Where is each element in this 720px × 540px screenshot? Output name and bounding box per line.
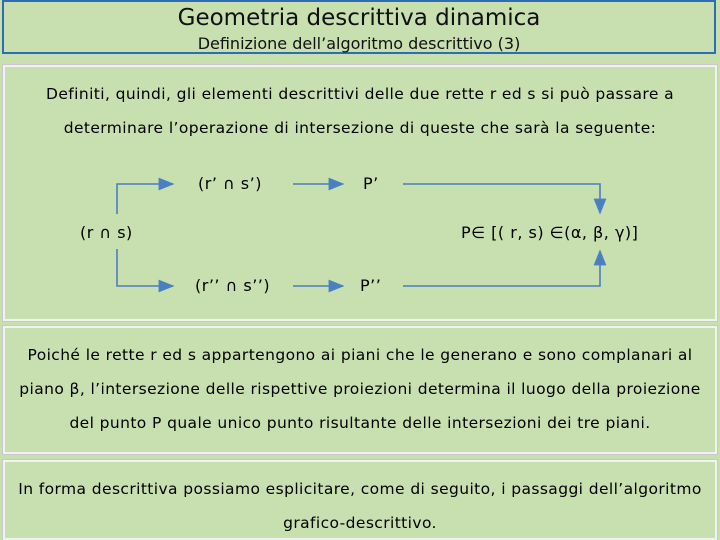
middle-line-3: del punto P quale unico punto risultante delle intersezioni dei tre piani. bbox=[69, 414, 651, 432]
result-label: P∈ [( r, s) ∈(α, β, γ)] bbox=[461, 223, 639, 242]
bottom-line-2: grafico-descrittivo. bbox=[283, 514, 437, 532]
bottom-box bbox=[3, 460, 717, 540]
bottom-line-1: In forma descrittiva possiamo esplicitare, come di seguito, i passaggi dell’algoritmo bbox=[18, 480, 702, 498]
bottom-text bbox=[5, 472, 715, 540]
top-intersection-label: (r’ ∩ s’) bbox=[198, 174, 262, 193]
arrow-root-to-bottom bbox=[117, 249, 173, 286]
root-intersection-label: (r ∩ s) bbox=[80, 223, 133, 242]
header bbox=[2, 0, 716, 54]
middle-text bbox=[5, 338, 715, 440]
intro-box bbox=[3, 65, 717, 321]
page-title: Geometria descrittiva dinamica bbox=[177, 5, 541, 31]
middle-box bbox=[3, 326, 717, 454]
point-p2-label: P’’ bbox=[360, 276, 382, 295]
middle-line-2: piano β, l’intersezione delle rispettive proiezioni determina il luogo della proiezione bbox=[19, 380, 701, 398]
arrow-p2-to-result bbox=[403, 251, 600, 286]
page-subtitle: Definizione dell’algoritmo descrittivo (3) bbox=[197, 34, 521, 53]
intro-line-1: Definiti, quindi, gli elementi descrittivi delle due rette r ed s si può passare a bbox=[46, 85, 674, 103]
bottom-intersection-label: (r’’ ∩ s’’) bbox=[195, 276, 271, 295]
middle-line-1: Poiché le rette r ed s appartengono ai piani che le generano e sono complanari al bbox=[27, 346, 693, 364]
arrow-p1-to-result bbox=[403, 184, 600, 213]
arrow-root-to-top bbox=[117, 184, 173, 214]
intro-line-2: determinare l’operazione di intersezione di queste che sarà la seguente: bbox=[63, 119, 657, 137]
point-p1-label: P’ bbox=[363, 174, 379, 193]
